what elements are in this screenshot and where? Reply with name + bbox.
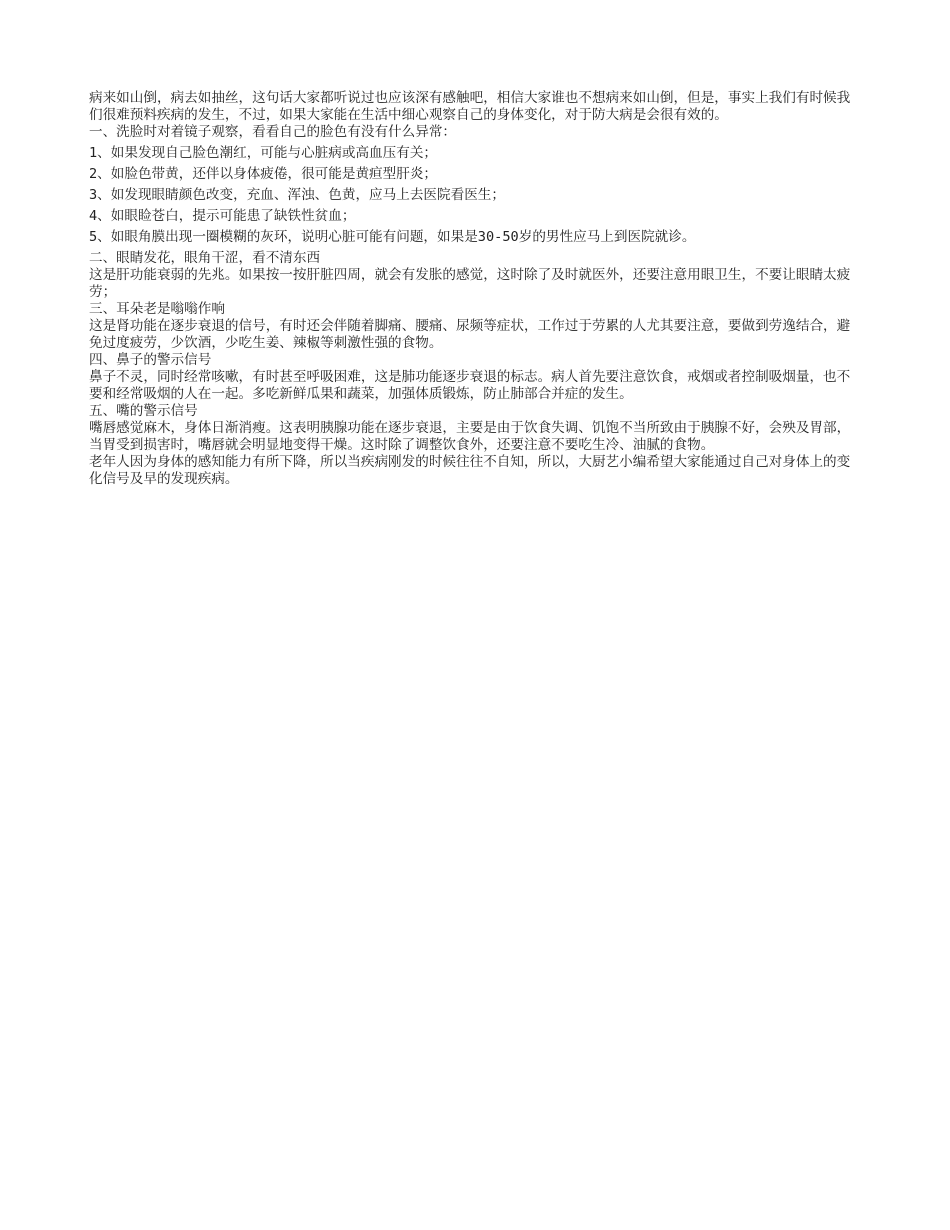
section-3-body: 这是肾功能在逐步衰退的信号，有时还会伴随着脚痛、腰痛、尿频等症状，工作过于劳累的人尤其要注意，要做到劳逸结合，避免过度疲劳，少饮酒，少吃生姜、辣椒等刺激性强的食物。 <box>89 318 851 351</box>
list-item: 4、如眼睑苍白，提示可能患了缺铁性贫血； <box>89 208 356 224</box>
conclusion-paragraph: 老年人因为身体的感知能力有所下降，所以当疾病刚发的时候往往不自知，所以，大厨艺小编希望大家能通过自己对身体上的变化信号及早的发现疾病。 <box>89 454 851 487</box>
section-2-heading: 二、眼睛发花，眼角干涩，看不清东西 <box>89 250 321 266</box>
section-5-body: 嘴唇感觉麻木，身体日渐消瘦。这表明胰腺功能在逐步衰退，主要是由于饮食失调、饥饱不当所致由于胰腺不好，会殃及胃部，当胃受到损害时，嘴唇就会明显地变得干燥。这时除了调整饮食外，还要注意不要吃生冷、油腻的食物。 <box>89 420 851 453</box>
list-item: 3、如发现眼睛颜色改变，充血、浑浊、色黄，应马上去医院看医生； <box>89 187 505 203</box>
section-4-heading: 四、鼻子的警示信号 <box>89 352 212 368</box>
list-item: 5、如眼角膜出现一圈模糊的灰环，说明心脏可能有问题，如果是30-50岁的男性应马上到医院就诊。 <box>89 229 696 245</box>
list-item: 2、如脸色带黄，还伴以身体疲倦，很可能是黄疸型肝炎； <box>89 166 438 182</box>
section-1-heading: 一、洗脸时对着镜子观察，看看自己的脸色有没有什么异常： <box>89 124 457 140</box>
section-5-heading: 五、嘴的警示信号 <box>89 403 198 419</box>
article-body <box>89 90 859 488</box>
intro-paragraph: 病来如山倒，病去如抽丝，这句话大家都听说过也应该深有感触吧，相信大家谁也不想病来如山倒，但是，事实上我们有时候我们很难预料疾病的发生，不过，如果大家能在生活中细心观察自己的身体变化，对于防大病是会很有效的。 <box>89 90 851 123</box>
section-3-heading: 三、耳朵老是嗡嗡作响 <box>89 301 225 317</box>
list-item: 1、如果发现自己脸色潮红，可能与心脏病或高血压有关； <box>89 145 438 161</box>
section-2-body: 这是肝功能衰弱的先兆。如果按一按肝脏四周，就会有发胀的感觉，这时除了及时就医外，还要注意用眼卫生，不要让眼睛太疲劳； <box>89 267 851 300</box>
section-4-body: 鼻子不灵，同时经常咳嗽，有时甚至呼吸困难，这是肺功能逐步衰退的标志。病人首先要注意饮食，戒烟或者控制吸烟量，也不要和经常吸烟的人在一起。多吃新鲜瓜果和蔬菜，加强体质锻炼，防止肺部合并症的发生。 <box>89 369 851 402</box>
